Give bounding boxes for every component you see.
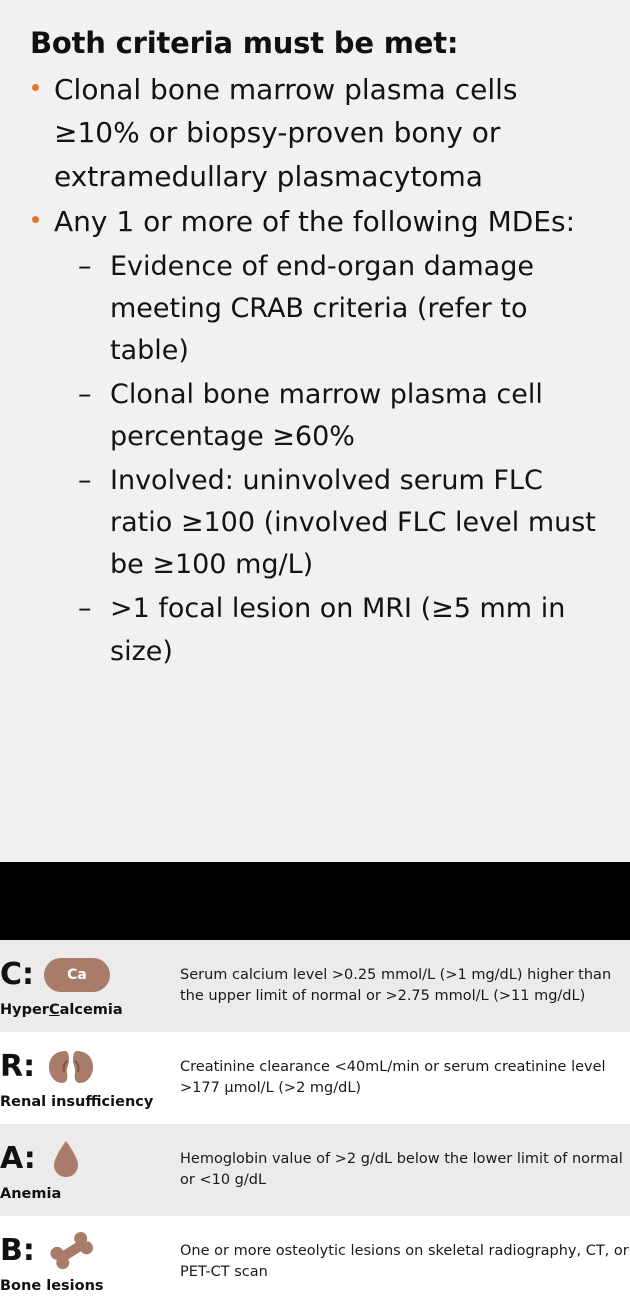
calcium-pill-icon [44, 958, 110, 992]
crab-letter: B: [0, 1232, 35, 1268]
crab-label-prefix: Hyper [0, 1001, 49, 1018]
blood-drop-icon [46, 1138, 86, 1180]
bullet-dot-icon [32, 216, 39, 223]
crab-row-label-cell [0, 1124, 180, 1216]
list-item [22, 200, 608, 672]
kidneys-icon [45, 1047, 97, 1087]
list-item [76, 588, 608, 672]
crab-label [0, 1278, 180, 1295]
criteria-sub-list [76, 246, 608, 673]
crab-description: Serum calcium level >0.25 mmol/L (>1 mg/dL) higher than the upper limit of normal or >2.75 mmol/L (>11 mg/dL) [180, 940, 630, 1032]
dash-marker-icon: – [78, 378, 92, 410]
dash-marker-icon: – [78, 250, 92, 282]
crab-label-suffix: alcemia [59, 1001, 123, 1018]
criteria-bullet-list [22, 68, 608, 673]
list-item [22, 68, 608, 198]
crab-description: Creatinine clearance <40mL/min or serum creatinine level >177 μmol/L (>2 mg/dL) [180, 1058, 606, 1096]
table-row [0, 940, 630, 1032]
bone-icon [45, 1231, 99, 1271]
crab-label-prefix: Renal insufficiency [0, 1093, 154, 1110]
crab-label [0, 1186, 180, 1203]
crab-criteria-table [0, 940, 630, 1308]
crab-label-underlined: C [48, 1001, 60, 1018]
dash-marker-icon: – [78, 593, 92, 625]
crab-letter: R: [0, 1048, 36, 1084]
sub-list-wrapper [76, 246, 608, 673]
table-row [0, 1216, 630, 1308]
crab-label [0, 1002, 180, 1019]
sub-item-text: Involved: uninvolved serum FLC ratio ≥100 (involved FLC level must be ≥100 mg/L) [110, 465, 596, 581]
letter-row [0, 1138, 180, 1180]
crab-description: Hemoglobin value of >2 g/dL below the lower limit of normal or <10 g/dL [180, 1124, 630, 1216]
sub-item-text: Evidence of end-organ damage meeting CRAB criteria (refer to table) [110, 250, 534, 366]
crab-description: One or more osteolytic lesions on skeletal radiography, CT, or PET-CT scan [180, 1242, 629, 1280]
black-separator [0, 862, 630, 940]
dash-marker-icon: – [78, 465, 92, 497]
crab-label-prefix: Anemia [0, 1185, 62, 1202]
letter-row [0, 954, 180, 996]
crab-letter: A: [0, 1140, 36, 1176]
bullet-text: Clonal bone marrow plasma cells ≥10% or biopsy-proven bony or extramedullary plasmacytoma [54, 73, 518, 193]
crab-letter: C: [0, 956, 35, 992]
crab-label [0, 1094, 180, 1111]
sub-item-text: Clonal bone marrow plasma cell percentage ≥60% [110, 378, 543, 452]
letter-row [0, 1046, 180, 1088]
crab-row-label-cell [0, 1032, 180, 1124]
list-item [76, 374, 608, 458]
table-row [0, 1032, 630, 1124]
sub-item-text: >1 focal lesion on MRI (≥5 mm in size) [110, 593, 566, 667]
list-item [76, 246, 608, 372]
letter-row [0, 1230, 180, 1272]
crab-row-label-cell [0, 1216, 180, 1308]
bullet-text: Any 1 or more of the following MDEs: [54, 205, 576, 239]
bullet-dot-icon [32, 84, 39, 91]
page-title: Both criteria must be met: [30, 26, 459, 60]
calcium-pill-label: Ca [67, 966, 87, 983]
crab-row-label-cell [0, 940, 180, 1032]
crab-label-prefix: Bone lesions [0, 1277, 104, 1294]
list-item [76, 460, 608, 586]
table-row [0, 1124, 630, 1216]
